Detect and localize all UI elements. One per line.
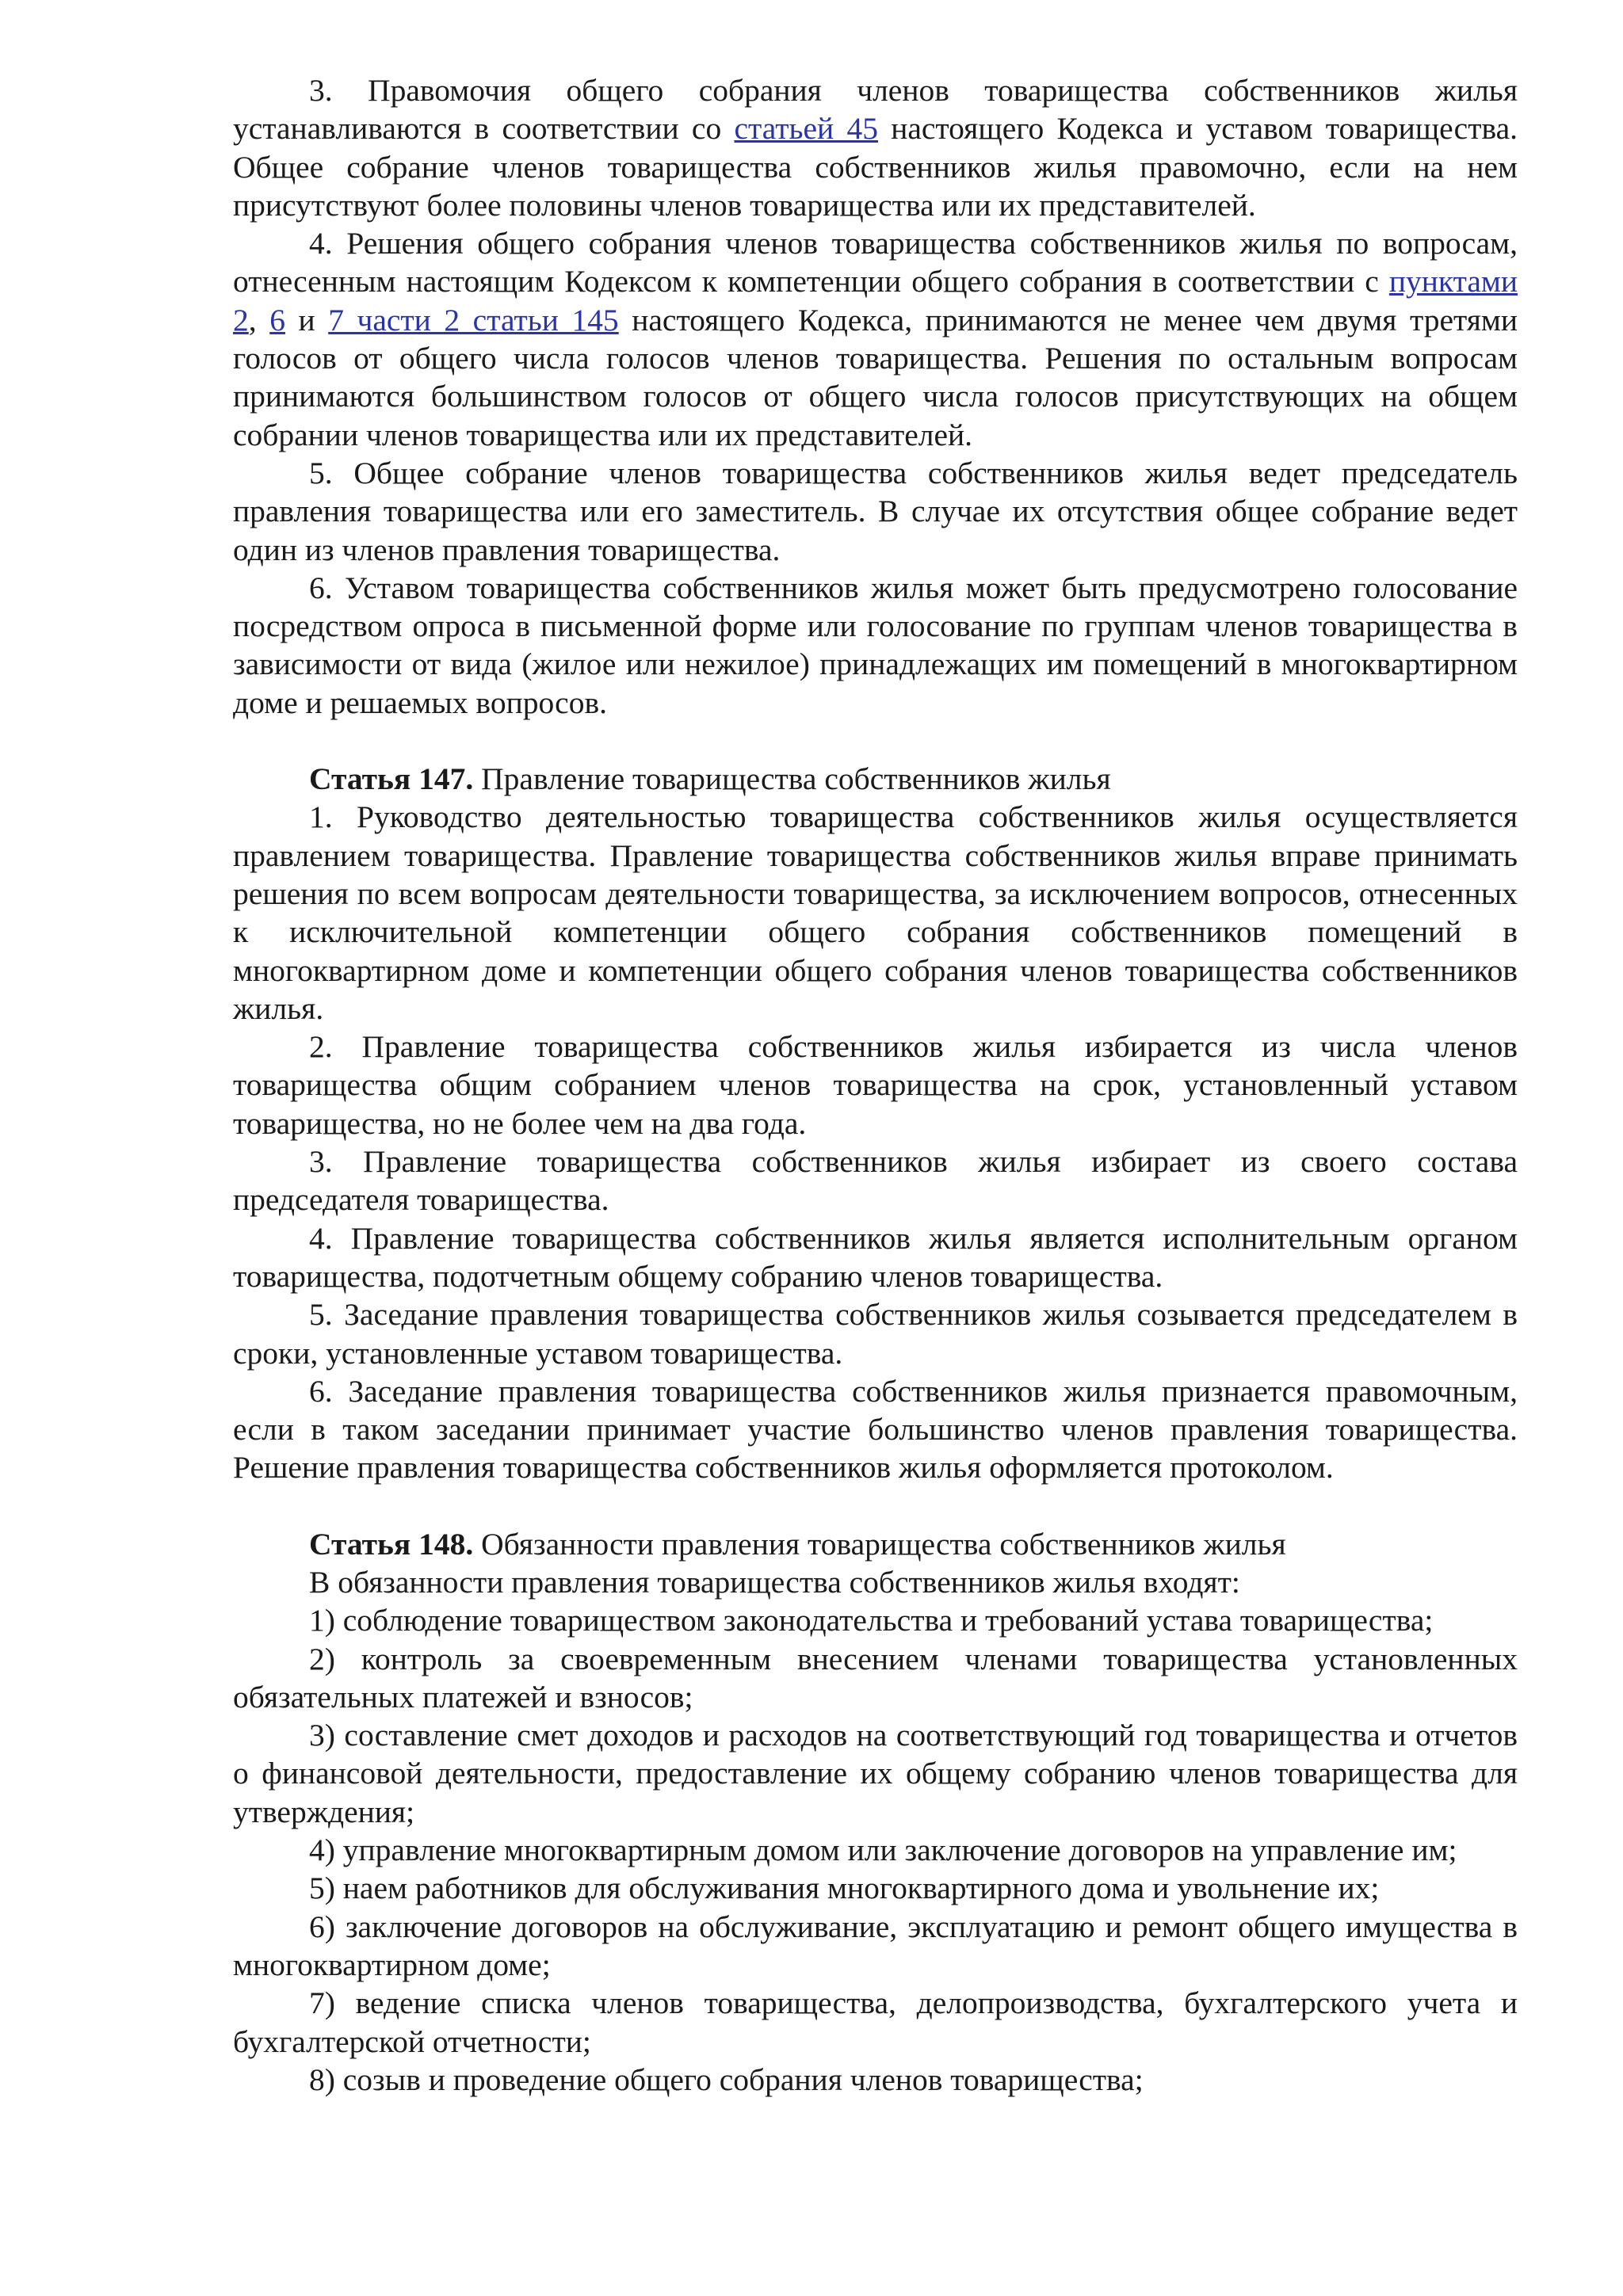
article-146-clause-3 (233, 71, 1518, 224)
article-147-label: Статья 147. (309, 761, 474, 797)
article-148-item-8: 8) созыв и проведение общего собрания членов товарищества; (309, 2061, 1144, 2097)
clause-text: 3. Правомочия общего собрания членов товарищества собственников жилья устанавливаются в соответствии со (233, 73, 1518, 147)
article-147-clause-1: 1. Руководство деятельностью товарищества собственников жилья осуществляется правлением товарищества. Правление товарищества собственников жилья вправе принимать решения по всем вопросам деятельности товарищества, за исключением вопросов, отнесенных к исключительной компетенции общего собрания собственников помещений в многоквартирном доме и компетенции общего собрания членов товарищества собственников жилья. (233, 799, 1518, 1026)
clause-text: 4. Решения общего собрания членов товарищества собственников жилья по вопросам, отнесенным настоящим Кодексом к компетенции общего собрания в соответствии с (233, 226, 1518, 299)
article-148-item-7: 7) ведение списка членов товарищества, делопроизводства, бухгалтерского учета и бухгалтерской отчетности; (233, 1985, 1518, 2059)
article-148-heading (233, 1525, 1518, 1563)
link-points-2[interactable]: пунктами 2 (233, 264, 1518, 338)
article-147-title: Правление товарищества собственников жилья (473, 761, 1111, 797)
article-147-clause-5: 5. Заседание правления товарищества собственников жилья созывается председателем в сроки, установленные уставом товарищества. (233, 1297, 1518, 1371)
link-point-6[interactable]: 6 (269, 302, 285, 338)
link-article-145-part-2-point-7[interactable]: 7 части 2 статьи 145 (328, 302, 619, 338)
article-146-clause-4 (233, 224, 1518, 454)
article-147-heading (233, 760, 1518, 798)
article-147-clause-2: 2. Правление товарищества собственников жилья избирается из числа членов товарищества общим собранием членов товарищества на срок, установленный уставом товарищества, но не более чем на два года. (233, 1029, 1518, 1141)
separator-text: и (285, 302, 329, 338)
link-article-45[interactable]: статьей 45 (734, 111, 878, 147)
clause-text: настоящего Кодекса, принимаются не менее чем двумя третями голосов от общего числа голосов членов товарищества. Решения по остальным вопросам принимаются большинством голосов от общего числа голосов присутствующих на общем собрании членов товарищества или их представителей. (233, 302, 1518, 452)
article-147-clause-4: 4. Правление товарищества собственников жилья является исполнительным органом товарищества, подотчетным общему собранию членов товарищества. (233, 1220, 1518, 1294)
article-147-clause-3: 3. Правление товарищества собственников жилья избирает из своего состава председателя товарищества. (233, 1144, 1518, 1218)
article-148-intro: В обязанности правления товарищества собственников жилья входят: (309, 1564, 1240, 1600)
article-148-item-5: 5) наем работников для обслуживания многоквартирного дома и увольнение их; (309, 1871, 1380, 1906)
article-146-clause-5: 5. Общее собрание членов товарищества собственников жилья ведет председатель правления товарищества или его заместитель. В случае их отсутствия общее собрание ведет один из членов правления товарищества. (233, 455, 1518, 567)
article-148-item-3: 3) составление смет доходов и расходов на соответствующий год товарищества и отчетов о финансовой деятельности, предоставление их общему собранию членов товарищества для утверждения; (233, 1718, 1518, 1829)
separator-text: , (248, 302, 270, 338)
article-148-item-2: 2) контроль за своевременным внесением членами товарищества установленных обязательных платежей и взносов; (233, 1641, 1518, 1714)
article-148-item-4: 4) управление многоквартирным домом или заключение договоров на управление им; (309, 1833, 1457, 1868)
clause-text: настоящего Кодекса и уставом товарищества. Общее собрание членов товарищества собственников жилья правомочно, если на нем присутствуют более половины членов товарищества или их представителей. (233, 111, 1518, 223)
article-146-clause-6: 6. Уставом товарищества собственников жилья может быть предусмотрено голосование посредством опроса в письменной форме или голосование по группам членов товарищества в зависимости от вида (жилое или нежилое) принадлежащих им помещений в многоквартирном доме и решаемых вопросов. (233, 570, 1518, 720)
article-147-clause-6: 6. Заседание правления товарищества собственников жилья признается правомочным, если в таком заседании принимает участие большинство членов правления товарищества. Решение правления товарищества собственников жилья оформляется протоколом. (233, 1373, 1518, 1486)
article-148-label: Статья 148. (309, 1526, 474, 1562)
article-148-title: Обязанности правления товарищества собственников жилья (473, 1526, 1286, 1562)
article-148-item-6: 6) заключение договоров на обслуживание, эксплуатацию и ремонт общего имущества в многоквартирном доме; (233, 1909, 1518, 1982)
article-148-item-1: 1) соблюдение товариществом законодательства и требований устава товарищества; (309, 1603, 1434, 1638)
